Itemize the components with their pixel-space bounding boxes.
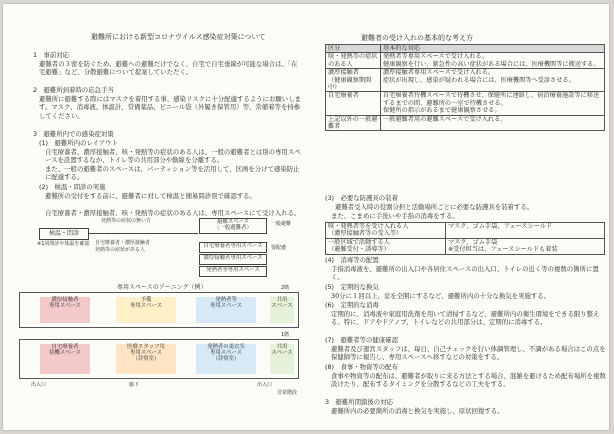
subsection-heading: (1) 避難所内のレイアウト [39,139,118,147]
paragraph: 避難所内の必要箇所の消毒と換気を実施し、原状回復する。 [331,407,504,415]
section-heading: 3 避難所閉鎖後の対応 [325,398,393,406]
checkin-box: 検温・問診 [39,228,89,240]
fever-zone: 発熱者等 専用スペース [196,297,256,323]
table-cell: 濃厚接触者専用スペースで受け入れる。 症状が出現し、感染が疑われる場合には、医療機関等へ受診させる。 [381,69,605,92]
table-cell: 自宅療養者待機スペースで待機させ、保健所に連絡し、宿泊療養施設等に移送するまでの間、避難所の一室で待機させる。 保健所の指示があるまで健康観察させる。 [381,92,605,115]
subsection-heading: (8) 食事・物資等の配布 [325,363,398,371]
medical-staff-zone: 医療スタッフ用 専用スペース （診察室） [116,344,176,374]
paragraph: 自宅療養者・濃厚接触者、咳・発熱等の症状のある人は、専用スペースにて受け入れる。 [45,209,301,217]
subsection-heading: (6) 定期的な消毒 [325,301,379,309]
section-heading: 3 避難所内での感染症対策 [33,130,114,138]
shared-zone: 共用 スペース [270,344,294,374]
entrance-label: 出入口 [31,382,47,388]
table-cell: 一般区域で活動する人 （避難受付・誘導等） [326,238,446,254]
home-care-zone: 自宅療養者 待機スペース [40,344,90,374]
zoning-title: 専用スペースのゾーニング（例） [117,284,207,291]
general-space-box: 避難スペース （一般避難者） [199,218,267,234]
paragraph: 避難者の３密を防ぐため、避難への避難だけでなく、自宅で自宅垂線が可能な場合は、「在宅避難」など、分散避難について提案していただく。 [39,60,298,77]
subsection-heading: (2) 検温・問診の実施 [39,183,106,191]
paragraph: 避難者及び運営スタッフは、毎日、自己チェックを行い体調管理し、不調がある場合はこの点を保健師等に報告し、専用スペースへ移すなどの対策をする。 [331,345,606,362]
shared-zone: 共用 スペース [270,297,294,323]
table-row [326,115,605,131]
section-heading: 1 事前対応 [33,51,70,59]
ppe-table [325,222,605,255]
subsection-heading: (4) 消毒等の配置 [325,256,379,264]
table-cell: 濃厚接触者 （健康観察期間中） [326,69,381,92]
table-row [326,53,605,69]
table-cell: マスク、ゴム手袋、フェースシールド [446,223,605,239]
subsection-heading: (3) 必要な防護具の装着 [325,194,398,202]
paragraph: 避難所に避難する際にはマスクを着用する事、感染リスクに十分配慮するようにお願いします。マスク、消毒液、体温計、常備薬品、ビニール袋（外履き保管用）等、常備着等を持参してください。 [39,95,301,120]
paragraph: 定期的に、消毒液や家庭用洗剤を用いて清掃するなど、避難所内の衛生環境をできる限り整える。特に、ドアやドアノブ、トイレなどの共用部分は、定期的に消毒する。 [331,310,600,327]
table-cell: 自宅療養者 [326,92,381,115]
document-page [3,4,609,430]
admission-table [325,44,605,131]
flow-label: 自宅療養者・濃厚接触者 発熱等の症状がある人 [95,240,151,253]
table-cell: 一般避難者用の避難スペースで受け入れる。 [381,115,605,131]
close-contact-zone: 濃厚接触者 専用スペース [40,297,90,323]
paragraph: 自宅療養者、濃厚接触者、咳・発熱等の症状のある人は、一般の避難者とは別の専用スペースを設置するなか、トイレ等の共用部分や動線を分離する。 [45,148,301,165]
document-title: 避難所における新型コロナウイルス感染症対策について [91,33,266,41]
paragraph: また、こまめに手洗いや手指の消毒をする。 [331,212,459,220]
stairs-label: 非常階段 [277,390,298,396]
table-cell: 咳・発熱者等を受け入れる人 （濃厚接触者等の受入等） [326,223,446,239]
table-cell: 発熱者等専用スペースで受け入れる。 健康観察を行い、緊急性の高い症状がある場合には、医療機関等に搬送する。 [381,53,605,69]
entrance-label: 出入口 [257,382,273,388]
floor-label: 1階 [281,332,290,338]
table-row [326,69,605,92]
table-header-row [326,45,605,53]
checkin-note: ※1回問診や体温を確認 [37,241,90,247]
table-cell: 咳・発熱等の症状のある人 [326,53,381,69]
paragraph: また、一般の避難者のスペースは、パーティション等を活用して、区画を分けて感染防止に配慮する。 [45,165,300,182]
table-header-cell: 区分 [326,45,381,53]
table-cell: マスク、ゴム手袋 ※受付担当は、フェースシールドも着装 [446,238,605,254]
reserve-zone: 予備 専用スペース [116,297,176,323]
paragraph: 30分に１回以上、窓を全開にするなど、避難所内の十分な換気を実施する。 [331,292,551,300]
paragraph: 避難所の受付をする前に、避難者に対して検温と簡易問診票で確認する。 [45,192,256,200]
section-title: 避難者の受け入れの基本的な考え方 [361,34,473,42]
corridor-label: 廊下 [129,382,140,388]
paragraph: 食事や物資等の配布は、避難者が取りに来る方法とする場合、混雑を避けるため配布場所を複数設けたり、配布するタイミングを分散するなどの工夫をする。 [331,372,606,389]
paragraph: 手指消毒液を、避難所の出入口や各居住スペースの出入口、トイレの近く等の複数の箇所に置く。 [331,265,599,282]
fever-space-box: 発熱者等専用スペース [199,266,267,277]
side-label: 一般避難 [271,221,292,227]
table-header-cell: 基本的な対応 [381,45,605,53]
table-row [326,223,605,239]
subsection-heading: (7) 避難者等の健康確認 [325,336,398,344]
subsection-heading: (5) 定期的な換気 [325,283,379,291]
floor-label: 2階 [281,285,290,291]
paragraph: 避難者受入時の役割分担と活動場所ごとに必要な防護具を装着する。 [335,203,534,211]
home-care-space-box: 自宅療養者専用スペース [199,242,267,253]
table-row [326,238,605,254]
flow-arrow [88,233,198,234]
floor2-plan [19,292,299,328]
section-heading: 2 避難所到着時の応急手当 [33,86,114,94]
table-cell: 上記以外の一般避難者 [326,115,381,131]
flow-label: 発熱等の症状の無い方 [101,218,152,224]
close-contact-space-box: 濃厚接触者専用スペース [199,254,267,265]
table-row [326,92,605,115]
side-label: 要配慮 [271,245,287,251]
floor1-plan [19,339,299,379]
changing-zone: 発熱者の更衣室 専用スペース （診察室） [196,344,256,374]
